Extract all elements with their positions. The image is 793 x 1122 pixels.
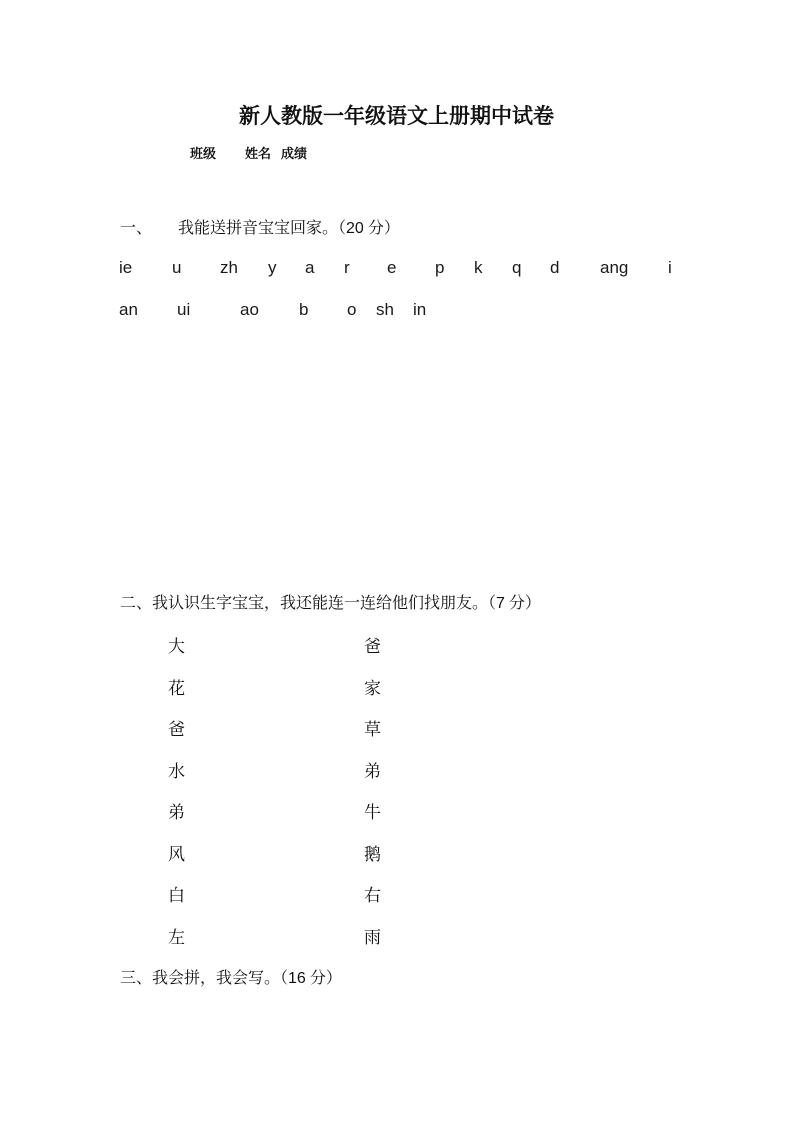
left-character[interactable]: 弟 xyxy=(168,803,185,823)
pinyin-item: in xyxy=(413,300,427,319)
right-character[interactable]: 牛 xyxy=(364,803,381,823)
left-character[interactable]: 水 xyxy=(168,762,185,782)
right-character[interactable]: 右 xyxy=(364,886,381,906)
pinyin-item: ui xyxy=(177,300,191,319)
section-3-text: 三、我会拼，我会写。（ xyxy=(120,968,289,987)
left-character[interactable]: 爸 xyxy=(168,720,185,740)
pinyin-item: p xyxy=(435,258,445,277)
score-label: 成绩 xyxy=(281,147,308,162)
pinyin-item: ang xyxy=(600,258,629,277)
pinyin-item: o xyxy=(347,300,357,319)
pinyin-item: zh xyxy=(220,258,238,277)
name-label: 姓名 xyxy=(245,147,272,162)
section-1-heading xyxy=(120,215,400,238)
right-character[interactable]: 鹅 xyxy=(364,845,381,865)
left-character[interactable]: 大 xyxy=(168,637,185,657)
section-1-points: 20 xyxy=(346,220,364,237)
pinyin-item: an xyxy=(119,300,138,319)
section-2-points: 7 xyxy=(496,595,505,612)
right-character[interactable]: 草 xyxy=(364,720,381,740)
right-character[interactable]: 弟 xyxy=(364,762,381,782)
right-character[interactable]: 爸 xyxy=(364,637,381,657)
section-3-suffix: 分） xyxy=(309,968,342,987)
left-character[interactable]: 白 xyxy=(168,886,185,906)
pinyin-item: ie xyxy=(119,258,133,277)
pinyin-item: e xyxy=(387,258,397,277)
right-character[interactable]: 雨 xyxy=(364,928,381,948)
section-1-text: 我能送拼音宝宝回家。（ xyxy=(178,218,347,237)
section-2-text: 二、我认识生字宝宝，我还能连一连给他们找朋友。（ xyxy=(120,593,497,612)
section-1-number: 一、 xyxy=(120,218,153,237)
section-1-suffix: 分） xyxy=(367,218,400,237)
section-2-heading xyxy=(120,590,541,613)
pinyin-item: q xyxy=(512,258,522,277)
pinyin-item: sh xyxy=(376,300,394,319)
pinyin-item: k xyxy=(474,258,483,277)
left-character[interactable]: 风 xyxy=(168,845,185,865)
pinyin-item: d xyxy=(550,258,560,277)
section-3-points: 16 xyxy=(288,970,306,987)
section-2-suffix: 分） xyxy=(508,593,541,612)
pinyin-item: ao xyxy=(240,300,259,319)
right-character[interactable]: 家 xyxy=(364,679,381,699)
exam-title: 新人教版一年级语文上册期中试卷 xyxy=(239,103,554,128)
pinyin-item: a xyxy=(305,258,315,277)
pinyin-item: i xyxy=(668,258,672,277)
pinyin-item: y xyxy=(268,258,277,277)
left-character[interactable]: 左 xyxy=(168,928,185,948)
section-3-heading xyxy=(120,965,342,988)
left-character[interactable]: 花 xyxy=(168,679,185,699)
pinyin-item: u xyxy=(172,258,182,277)
pinyin-item: b xyxy=(299,300,309,319)
pinyin-item: r xyxy=(344,258,350,277)
class-label: 班级 xyxy=(190,147,217,162)
